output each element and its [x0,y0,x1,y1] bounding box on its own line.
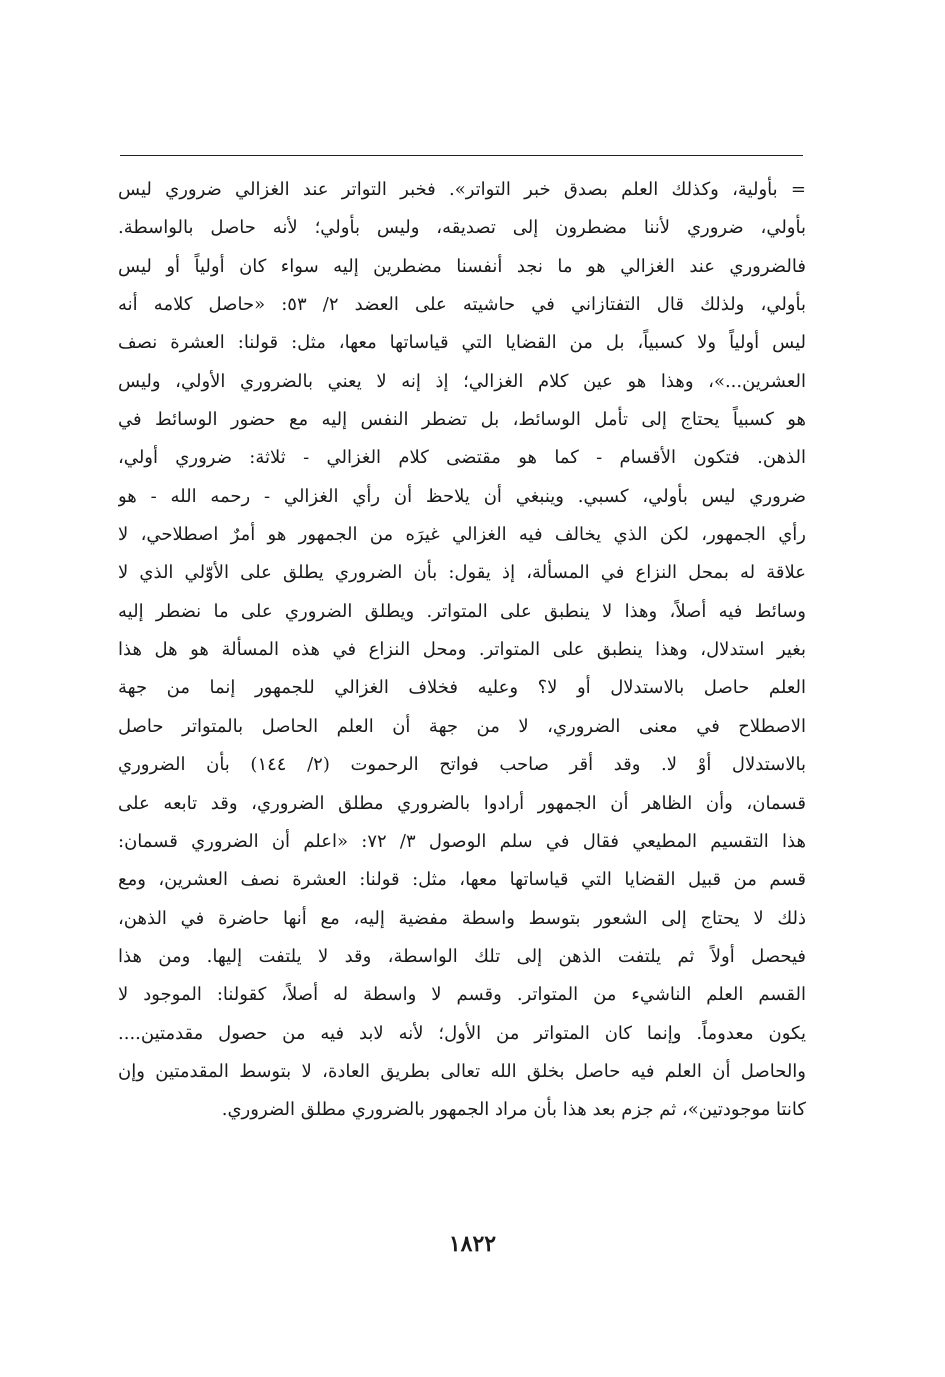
text-line: = بأولية، وكذلك العلم بصدق خبر التواتر». فخبر التواتر عند الغزالي ضروري ليس [118,179,806,200]
footnote-separator-rule [120,155,803,156]
text-line: وسائط فيه أصلاً، وهذا لا ينطبق على المتواتر. ويطلق الضروري على ما نضطر إليه [118,600,806,622]
text-line: العشرين...»، وهذا هو عين كلام الغزالي؛ إذ إنه لا يعني بالضروري الأولي، وليس [118,370,806,392]
text-line: يكون معدوماً. وإنما كان المتواتر من الأول؛ لأنه لابد فيه من حصول مقدمتين.... [118,1022,806,1044]
text-line: بأولي، ضروري لأننا مضطرون إلى تصديقه، وليس بأولي؛ لأنه حاصل بالواسطة. [118,217,806,239]
text-line: علاقة له بمحل النزاع في المسألة، إذ يقول: بأن الضروري يطلق على الأوّلي الذي لا [118,562,806,584]
text-line: بغير استدلال، وهذا ينطبق على المتواتر. ومحل النزاع في هذه المسألة هو هل هذا [118,639,806,661]
text-line: هذا التقسيم المطيعي فقال في سلم الوصول ٣/ ٧٢: «اعلم أن الضروري قسمان: [118,830,806,852]
text-line: فالضروري عند الغزالي هو ما نجد أنفسنا مضطرين إليه سواء كان أولياً أو ليس [118,255,806,277]
text-line: ذلك لا يحتاج إلى الشعور بتوسط واسطة مفضية إليه، مع أنها حاضرة في الذهن، [118,907,806,929]
text-line: والحاصل أن العلم فيه حاصل بخلق الله تعالى بطريق العادة، لا بتوسط المقدمتين وإن [118,1060,806,1082]
text-line: العلم حاصل بالاستدلال أو لا؟ وعليه فخلاف الغزالي للجمهور إنما من جهة [118,677,806,699]
text-line: القسم العلم الناشيء من المتواتر. وقسم لا واسطة له أصلاً، كقولنا: الموجود لا [118,984,806,1006]
text-line: قسمان، وأن الظاهر أن الجمهور أرادوا بالضروري مطلق الضروري، وقد تابعه على [118,792,806,814]
text-line: بأولي، ولذلك قال التفتازاني في حاشيته على العضد ٢/ ٥٣: «حاصل كلامه أنه [118,294,806,316]
text-line: هو كسبياً يحتاج إلى تأمل الوسائط، بل تضطر النفس إليه مع حضور الوسائط في [118,409,806,431]
page-number: ١٨٢٢ [448,1231,497,1257]
text-line: الاصطلاح في معنى الضروري، لا من جهة أن العلم الحاصل بالمتواتر حاصل [118,715,806,737]
text-line: بالاستدلال أوْ لا. وقد أقر صاحب فواتح الرحموت (٢/ ١٤٤) بأن الضروري [118,754,806,776]
text-line: ضروري ليس بأولي، كسبي. وينبغي أن يلاحظ أن رأي الغزالي - رحمه الله - هو [118,485,806,507]
text-line: رأي الجمهور، لكن الذي يخالف فيه الغزالي غيرَه من الجمهور هو أمرٌ اصطلاحي، لا [118,524,806,546]
text-line: قسم من قبيل القضايا التي قياساتها معها، مثل: قولنا: العشرة نصف العشرين، ومع [118,869,806,891]
text-line: الذهن. فتكون الأقسام - كما هو مقتضى كلام الغزالي - ثلاثة: ضروري أولي، [118,447,806,469]
text-line: كانتا موجودتين»، ثم جزم بعد هذا بأن مراد الجمهور بالضروري مطلق الضروري. [221,1099,806,1121]
text-line: ليس أولياً ولا كسبياً، بل من القضايا التي قياساتها معها، مثل: قولنا: العشرة نصف [118,332,806,354]
footnote-text-block [118,171,806,1130]
text-line: فيحصل أولاً ثم يلتفت الذهن إلى تلك الواسطة، وقد لا يلتفت إليها. ومن هذا [118,945,806,967]
